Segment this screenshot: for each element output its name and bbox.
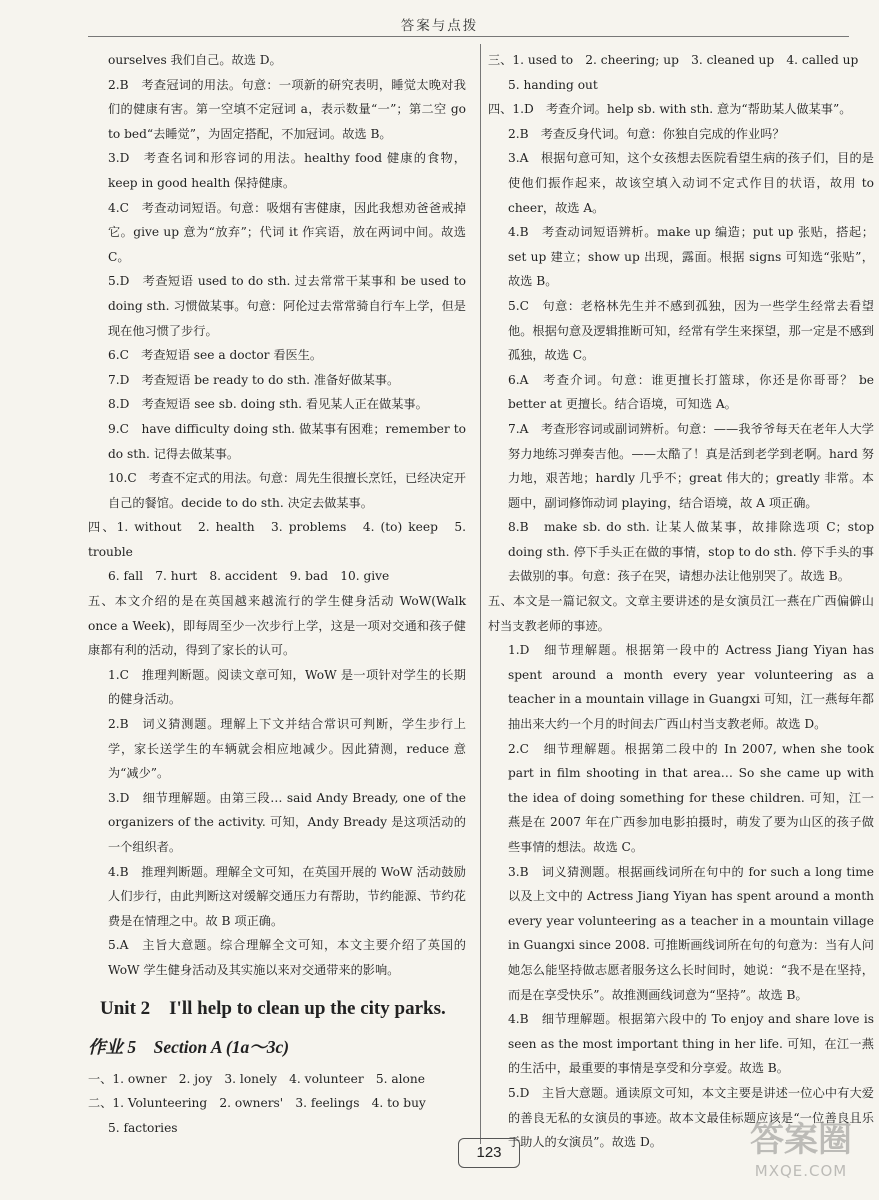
column-divider — [480, 44, 481, 1144]
answer-paragraph: 8.D 考查短语 see sb. doing sth. 看见某人正在做某事。 — [108, 397, 428, 412]
answer-paragraph: 1.D 细节理解题。根据第一段中的 Actress Jiang Yiyan has spent around a month every year volunteering as a teacher in a mountain village in Guangxi 可知，江一燕每年都抽出来大约一个月的时间去广西山村当支教老师。故选 D。 — [508, 643, 874, 732]
section-title: 作业 5 Section A (1a～3c) — [88, 1036, 290, 1057]
answer-paragraph: 8.B make sb. do sth. 让某人做某事，故排除选项 C；stop doing sth. 停下手头正在做的事情，stop to do sth. 停下手头的事去做别的事。句意：孩子在哭，请想办法让他别哭了。故选 B。 — [508, 520, 874, 584]
left-answers — [88, 48, 466, 983]
answer-paragraph: ourselves 我们自己。故选 D。 — [108, 53, 282, 67]
right-column — [488, 48, 874, 1155]
left-column — [88, 48, 466, 1140]
answer-paragraph: 6.A 考查介词。句意：谁更擅长打篮球，你还是你哥哥？ be better at 更擅长。结合语境，可知选 A。 — [508, 372, 874, 412]
answer-paragraph: 5.D 考查短语 used to do sth. 过去常常干某事和 be used to doing sth. 习惯做某事。句意：阿伦过去常常骑自行车上学，但是现在他习惯了步行。 — [108, 274, 466, 338]
header-rule — [88, 36, 849, 37]
answer-paragraph: 3.A 根据句意可知，这个女孩想去医院看望生病的孩子们，目的是使他们振作起来，故该空填入动词不定式作目的状语，故用 to cheer，故选 A。 — [508, 151, 874, 215]
answer-paragraph: 6. fall 7. hurt 8. accident 9. bad 10. give — [108, 569, 390, 584]
answer-paragraph: 四、1.D 考查介词。help sb. with sth. 意为“帮助某人做某事”。 — [488, 102, 852, 117]
answer-paragraph: 2.B 词义猜测题。理解上下文并结合常识可判断，学生步行上学，家长送学生的车辆就会相应地减少。因此猜测，reduce 意为“减少”。 — [108, 717, 466, 781]
answer-paragraph: 5. factories — [108, 1120, 178, 1135]
answer-paragraph: 2.C 细节理解题。根据第二段中的 In 2007, when she took part in film shooting in that area… So she came up with the idea of doing something for these children. 可知，江一燕是在 2007 年在广西参加电影拍摄时，萌发了要为山区的孩子做些事情的想法。故选 C。 — [508, 741, 874, 854]
watermark-logo: 答案圈 MXQE.COM — [750, 1120, 852, 1180]
answer-paragraph: 5.A 主旨大意题。综合理解全文可知，本文主要介绍了英国的 WoW 学生健身活动及其实施以来对交通带来的影响。 — [108, 938, 466, 977]
section-answers — [88, 1067, 466, 1141]
answer-paragraph: 2.B 考查冠词的用法。句意：一项新的研究表明，睡觉太晚对我们的健康有害。第一空填不定冠词 a，表示数量“一”；第二空 go to bed“去睡觉”，为固定搭配，不加冠词。故选 B。 — [108, 77, 466, 141]
answer-paragraph: 五、本文是一篇记叙文。文章主要讲述的是女演员江一燕在广西偏僻山村当支教老师的事迹。 — [488, 594, 874, 633]
answer-paragraph: 3.D 考查名词和形容词的用法。healthy food 健康的食物，keep in good health 保持健康。 — [108, 151, 466, 190]
answer-paragraph: 6.C 考查短语 see a doctor 看医生。 — [108, 348, 323, 363]
page-number: 123 — [458, 1138, 520, 1168]
answer-paragraph: 4.B 细节理解题。根据第六段中的 To enjoy and share love is seen as the most important thing in her life. 可知，在江一燕的生活中，最重要的事情是享受和分享爱。故选 B。 — [508, 1012, 874, 1076]
unit-title: Unit 2 I'll help to clean up the city parks. — [100, 997, 446, 1019]
answer-paragraph: 3.D 细节理解题。由第三段… said Andy Bready, one of the organizers of the activity. 可知，Andy Bready 是这项活动的一个组织者。 — [108, 790, 466, 854]
running-header: 答案与点拨 — [400, 18, 479, 34]
answer-paragraph: 4.B 推理判断题。理解全文可知，在英国开展的 WoW 活动鼓励人们步行，由此判断这对缓解交通压力有帮助，节约能源、节约花费是在情理之中。故 B 项正确。 — [108, 864, 466, 928]
answer-paragraph: 1.C 推理判断题。阅读文章可知，WoW 是一项针对学生的长期的健身活动。 — [108, 667, 466, 707]
answer-paragraph: 7.D 考查短语 be ready to do sth. 准备好做某事。 — [108, 372, 400, 387]
answer-paragraph: 一、1. owner 2. joy 3. lonely 4. volunteer 5. alone — [88, 1071, 425, 1086]
answer-paragraph: 5.C 句意：老格林先生并不感到孤独，因为一些学生经常去看望他。根据句意及逻辑推断可知，经常有学生来探望，那一定是不感到孤独，故选 C。 — [508, 298, 874, 363]
answer-paragraph: 4.C 考查动词短语。句意：吸烟有害健康，因此我想劝爸爸戒掉它。give up 意为“放弃”；代词 it 作宾语，放在两词中间。故选 C。 — [108, 200, 466, 264]
answer-paragraph: 四、1. without 2. health 3. problems 4. (to) keep 5. trouble — [88, 520, 466, 559]
answer-paragraph: 5. handing out — [508, 77, 598, 92]
answer-paragraph: 三、1. used to 2. cheering; up 3. cleaned up 4. called up — [488, 53, 859, 67]
answer-paragraph: 五、本文介绍的是在英国越来越流行的学生健身活动 WoW(Walk once a Week)，即每周至少一次步行上学，这是一项对交通和孩子健康都有利的活动，得到了家长的认可。 — [88, 594, 466, 658]
answer-paragraph: 9.C have difficulty doing sth. 做某事有困难；remember to do sth. 记得去做某事。 — [108, 421, 466, 461]
answer-paragraph: 5.D 主旨大意题。通读原文可知，本文主要是讲述一位心中有大爱的善良无私的女演员的事迹。故本文最佳标题应该是“一位善良且乐于助人的女演员”。故选 D。 — [508, 1085, 874, 1150]
answer-paragraph: 2.B 考查反身代词。句意：你独自完成的作业吗？ — [508, 126, 785, 141]
answer-paragraph: 4.B 考查动词短语辨析。make up 编造；put up 张贴，搭起；set up 建立；show up 出现，露面。根据 signs 可知选“张贴”，故选 B。 — [508, 225, 874, 289]
answer-paragraph: 10.C 考查不定式的用法。句意：周先生很擅长烹饪，已经决定开自己的餐馆。decide to do sth. 决定去做某事。 — [108, 471, 466, 510]
answer-paragraph: 3.B 词义猜测题。根据画线词所在句中的 for such a long time 以及上文中的 Actress Jiang Yiyan has spent around a month every year volunteering as a teacher in a mountain village in Guangxi since 2008. 可推断画线词所在句的句意为：当有人问她怎么能坚持做志愿者服务这么长时间时，她说：“我不是在坚持，而是在享受快乐”。故推测画线词意为“坚持”。故选 B。 — [508, 864, 874, 1002]
answer-paragraph: 7.A 考查形容词或副词辨析。句意：——我爷爷每天在老年人大学努力地练习弹奏吉他。——太酷了！真是活到老学到老啊。hard 努力地，艰苦地；hardly 几乎不；great 伟大的；greatly 非常。本题中，副词修饰动词 playing，结合语境，故 A 项正确。 — [508, 421, 874, 510]
answer-paragraph: 二、1. Volunteering 2. owners' 3. feelings 4. to buy — [88, 1096, 426, 1111]
